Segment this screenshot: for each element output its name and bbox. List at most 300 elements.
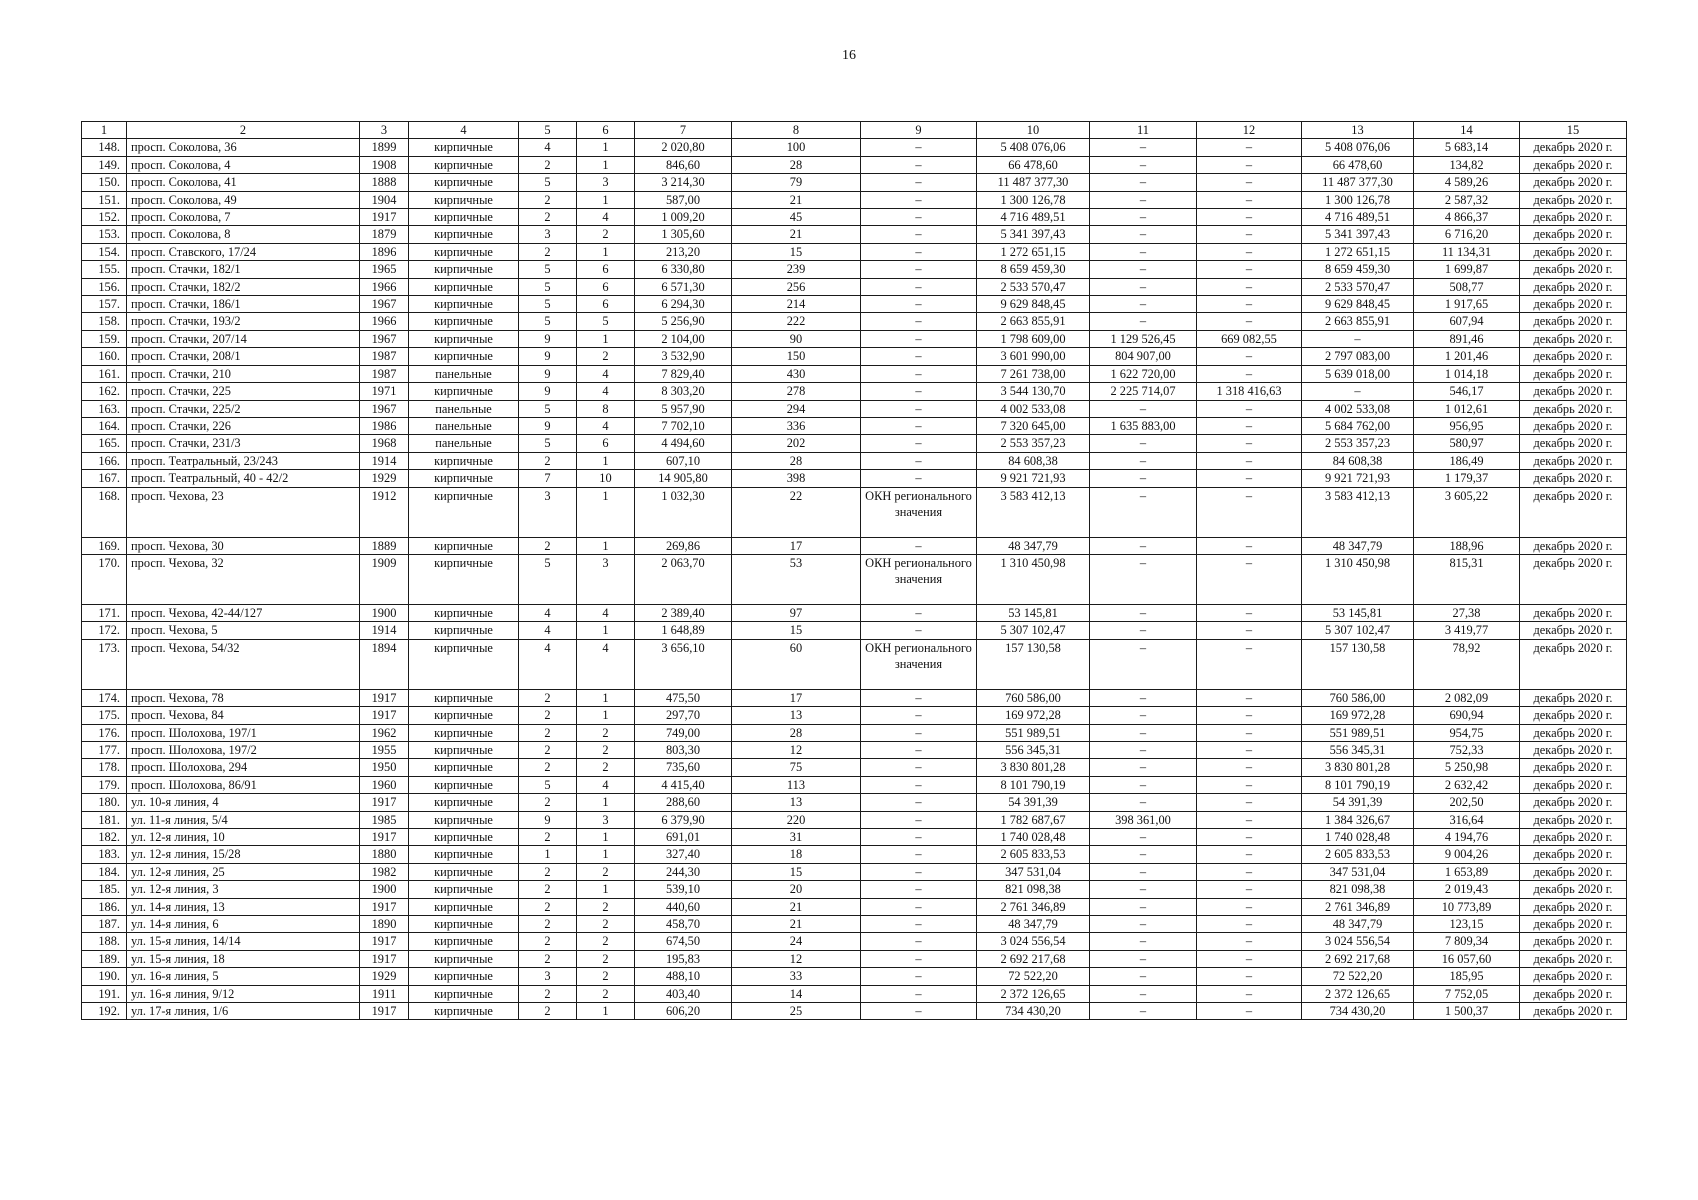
floors-cell: 2 bbox=[519, 1003, 577, 1020]
col-14-value-cell: 123,15 bbox=[1414, 916, 1520, 933]
col-14-value-cell: 1 014,18 bbox=[1414, 365, 1520, 382]
heritage-status-cell: – bbox=[861, 794, 977, 811]
heritage-status-cell: – bbox=[861, 968, 977, 985]
col-11-value-cell: – bbox=[1090, 452, 1197, 469]
floors-cell: 2 bbox=[519, 452, 577, 469]
deadline-cell: декабрь 2020 г. bbox=[1520, 139, 1627, 156]
area-cell: 691,01 bbox=[635, 829, 732, 846]
row-number-cell: 152. bbox=[82, 209, 127, 226]
heritage-status-cell: – bbox=[861, 950, 977, 967]
residents-cell: 21 bbox=[732, 226, 861, 243]
col-13-value-cell: 2 761 346,89 bbox=[1302, 898, 1414, 915]
row-number-cell: 184. bbox=[82, 863, 127, 880]
col-12-value-cell: – bbox=[1197, 933, 1302, 950]
col-11-value-cell: – bbox=[1090, 898, 1197, 915]
heritage-status-cell: – bbox=[861, 1003, 977, 1020]
floors-cell: 2 bbox=[519, 191, 577, 208]
col-13-value-cell: 5 408 076,06 bbox=[1302, 139, 1414, 156]
address-cell: просп. Театральный, 40 - 42/2 bbox=[127, 470, 360, 487]
floors-cell: 2 bbox=[519, 916, 577, 933]
floors-cell: 2 bbox=[519, 829, 577, 846]
area-cell: 1 032,30 bbox=[635, 487, 732, 537]
col-11-value-cell: – bbox=[1090, 470, 1197, 487]
col-14-value-cell: 752,33 bbox=[1414, 741, 1520, 758]
col-12-value-cell: – bbox=[1197, 759, 1302, 776]
col-13-value-cell: 54 391,39 bbox=[1302, 794, 1414, 811]
row-number-cell: 166. bbox=[82, 452, 127, 469]
col-11-value-cell: – bbox=[1090, 243, 1197, 260]
table-row bbox=[82, 741, 1627, 758]
deadline-cell: декабрь 2020 г. bbox=[1520, 400, 1627, 417]
entrances-cell: 4 bbox=[577, 417, 635, 434]
deadline-cell: декабрь 2020 г. bbox=[1520, 881, 1627, 898]
col-11-value-cell: – bbox=[1090, 313, 1197, 330]
col-14-value-cell: 690,94 bbox=[1414, 707, 1520, 724]
col-14-value-cell: 316,64 bbox=[1414, 811, 1520, 828]
deadline-cell: декабрь 2020 г. bbox=[1520, 365, 1627, 382]
heritage-status-cell: – bbox=[861, 863, 977, 880]
row-number-cell: 160. bbox=[82, 348, 127, 365]
total-cost-cell: 1 798 609,00 bbox=[977, 330, 1090, 347]
floors-cell: 3 bbox=[519, 968, 577, 985]
col-11-value-cell: – bbox=[1090, 881, 1197, 898]
wall-material-cell: кирпичные bbox=[409, 863, 519, 880]
entrances-cell: 6 bbox=[577, 435, 635, 452]
col-12-value-cell: – bbox=[1197, 191, 1302, 208]
residents-cell: 24 bbox=[732, 933, 861, 950]
address-cell: просп. Чехова, 42-44/127 bbox=[127, 604, 360, 621]
wall-material-cell: кирпичные bbox=[409, 487, 519, 537]
col-11-value-cell: – bbox=[1090, 639, 1197, 689]
col-13-value-cell: 2 372 126,65 bbox=[1302, 985, 1414, 1002]
row-number-cell: 174. bbox=[82, 689, 127, 706]
col-12-value-cell: – bbox=[1197, 174, 1302, 191]
heritage-status-cell: – bbox=[861, 365, 977, 382]
table-row bbox=[82, 209, 1627, 226]
wall-material-cell: кирпичные bbox=[409, 968, 519, 985]
col-12-value-cell: – bbox=[1197, 707, 1302, 724]
row-number-cell: 164. bbox=[82, 417, 127, 434]
row-number-cell: 185. bbox=[82, 881, 127, 898]
col-13-value-cell: 1 300 126,78 bbox=[1302, 191, 1414, 208]
floors-cell: 4 bbox=[519, 604, 577, 621]
year-built-cell: 1899 bbox=[360, 139, 409, 156]
entrances-cell: 4 bbox=[577, 639, 635, 689]
residents-cell: 12 bbox=[732, 950, 861, 967]
col-13-value-cell: 347 531,04 bbox=[1302, 863, 1414, 880]
entrances-cell: 6 bbox=[577, 296, 635, 313]
col-12-value-cell: – bbox=[1197, 554, 1302, 604]
residents-cell: 13 bbox=[732, 794, 861, 811]
deadline-cell: декабрь 2020 г. bbox=[1520, 348, 1627, 365]
year-built-cell: 1888 bbox=[360, 174, 409, 191]
col-12-value-cell: – bbox=[1197, 243, 1302, 260]
heritage-status-cell: ОКН регионального значения bbox=[861, 487, 977, 537]
table-row bbox=[82, 261, 1627, 278]
col-12-value-cell: – bbox=[1197, 400, 1302, 417]
col-14-value-cell: 2 632,42 bbox=[1414, 776, 1520, 793]
area-cell: 1 009,20 bbox=[635, 209, 732, 226]
year-built-cell: 1987 bbox=[360, 365, 409, 382]
heritage-status-cell: – bbox=[861, 604, 977, 621]
year-built-cell: 1889 bbox=[360, 537, 409, 554]
residents-cell: 45 bbox=[732, 209, 861, 226]
year-built-cell: 1965 bbox=[360, 261, 409, 278]
col-11-value-cell: – bbox=[1090, 794, 1197, 811]
col-11-value-cell: – bbox=[1090, 776, 1197, 793]
wall-material-cell: кирпичные bbox=[409, 707, 519, 724]
col-12-value-cell: – bbox=[1197, 741, 1302, 758]
col-13-value-cell: 821 098,38 bbox=[1302, 881, 1414, 898]
total-cost-cell: 556 345,31 bbox=[977, 741, 1090, 758]
total-cost-cell: 7 261 738,00 bbox=[977, 365, 1090, 382]
area-cell: 2 389,40 bbox=[635, 604, 732, 621]
row-number-cell: 165. bbox=[82, 435, 127, 452]
row-number-cell: 151. bbox=[82, 191, 127, 208]
year-built-cell: 1890 bbox=[360, 916, 409, 933]
col-12-value-cell: – bbox=[1197, 435, 1302, 452]
address-cell: ул. 12-я линия, 25 bbox=[127, 863, 360, 880]
col-11-value-cell: – bbox=[1090, 554, 1197, 604]
col-11-value-cell: – bbox=[1090, 604, 1197, 621]
table-body bbox=[82, 139, 1627, 1020]
col-11-value-cell: – bbox=[1090, 622, 1197, 639]
deadline-cell: декабрь 2020 г. bbox=[1520, 968, 1627, 985]
address-cell: ул. 12-я линия, 3 bbox=[127, 881, 360, 898]
heritage-status-cell: – bbox=[861, 296, 977, 313]
floors-cell: 1 bbox=[519, 846, 577, 863]
total-cost-cell: 8 101 790,19 bbox=[977, 776, 1090, 793]
col-14-value-cell: 185,95 bbox=[1414, 968, 1520, 985]
col-13-value-cell: – bbox=[1302, 330, 1414, 347]
table-row bbox=[82, 435, 1627, 452]
residents-cell: 60 bbox=[732, 639, 861, 689]
col-13-value-cell: 1 310 450,98 bbox=[1302, 554, 1414, 604]
residents-cell: 21 bbox=[732, 191, 861, 208]
total-cost-cell: 53 145,81 bbox=[977, 604, 1090, 621]
row-number-cell: 154. bbox=[82, 243, 127, 260]
residents-cell: 398 bbox=[732, 470, 861, 487]
entrances-cell: 1 bbox=[577, 452, 635, 469]
table-row bbox=[82, 365, 1627, 382]
year-built-cell: 1917 bbox=[360, 933, 409, 950]
deadline-cell: декабрь 2020 г. bbox=[1520, 794, 1627, 811]
row-number-cell: 183. bbox=[82, 846, 127, 863]
table-row bbox=[82, 916, 1627, 933]
area-cell: 2 020,80 bbox=[635, 139, 732, 156]
heritage-status-cell: – bbox=[861, 898, 977, 915]
address-cell: ул. 16-я линия, 9/12 bbox=[127, 985, 360, 1002]
heritage-status-cell: – bbox=[861, 811, 977, 828]
wall-material-cell: кирпичные bbox=[409, 452, 519, 469]
year-built-cell: 1896 bbox=[360, 243, 409, 260]
wall-material-cell: кирпичные bbox=[409, 776, 519, 793]
total-cost-cell: 5 307 102,47 bbox=[977, 622, 1090, 639]
address-cell: просп. Соколова, 7 bbox=[127, 209, 360, 226]
col-11-value-cell: – bbox=[1090, 209, 1197, 226]
heritage-status-cell: – bbox=[861, 776, 977, 793]
table-row bbox=[82, 933, 1627, 950]
floors-cell: 5 bbox=[519, 174, 577, 191]
col-11-value-cell: 1 622 720,00 bbox=[1090, 365, 1197, 382]
year-built-cell: 1917 bbox=[360, 1003, 409, 1020]
residents-cell: 21 bbox=[732, 916, 861, 933]
col-13-value-cell: 48 347,79 bbox=[1302, 537, 1414, 554]
heritage-status-cell: – bbox=[861, 829, 977, 846]
table-row bbox=[82, 174, 1627, 191]
heritage-status-cell: – bbox=[861, 724, 977, 741]
deadline-cell: декабрь 2020 г. bbox=[1520, 243, 1627, 260]
table-row bbox=[82, 156, 1627, 173]
residents-cell: 28 bbox=[732, 724, 861, 741]
row-number-cell: 186. bbox=[82, 898, 127, 915]
col-14-value-cell: 27,38 bbox=[1414, 604, 1520, 621]
heritage-status-cell: – bbox=[861, 916, 977, 933]
col-14-value-cell: 3 605,22 bbox=[1414, 487, 1520, 537]
total-cost-cell: 2 605 833,53 bbox=[977, 846, 1090, 863]
residents-cell: 256 bbox=[732, 278, 861, 295]
col-14-value-cell: 2 082,09 bbox=[1414, 689, 1520, 706]
entrances-cell: 1 bbox=[577, 487, 635, 537]
deadline-cell: декабрь 2020 г. bbox=[1520, 537, 1627, 554]
col-14-value-cell: 7 752,05 bbox=[1414, 985, 1520, 1002]
deadline-cell: декабрь 2020 г. bbox=[1520, 278, 1627, 295]
address-cell: ул. 10-я линия, 4 bbox=[127, 794, 360, 811]
col-13-value-cell: 2 797 083,00 bbox=[1302, 348, 1414, 365]
address-cell: ул. 14-я линия, 13 bbox=[127, 898, 360, 915]
total-cost-cell: 3 583 412,13 bbox=[977, 487, 1090, 537]
year-built-cell: 1955 bbox=[360, 741, 409, 758]
entrances-cell: 1 bbox=[577, 1003, 635, 1020]
wall-material-cell: кирпичные bbox=[409, 846, 519, 863]
column-number-10: 10 bbox=[977, 122, 1090, 139]
wall-material-cell: кирпичные bbox=[409, 383, 519, 400]
address-cell: ул. 12-я линия, 15/28 bbox=[127, 846, 360, 863]
table-row bbox=[82, 863, 1627, 880]
address-cell: просп. Стачки, 182/2 bbox=[127, 278, 360, 295]
row-number-cell: 173. bbox=[82, 639, 127, 689]
address-cell: просп. Чехова, 23 bbox=[127, 487, 360, 537]
col-11-value-cell: – bbox=[1090, 950, 1197, 967]
col-13-value-cell: 169 972,28 bbox=[1302, 707, 1414, 724]
col-12-value-cell: – bbox=[1197, 724, 1302, 741]
floors-cell: 2 bbox=[519, 863, 577, 880]
row-number-cell: 158. bbox=[82, 313, 127, 330]
col-13-value-cell: 8 659 459,30 bbox=[1302, 261, 1414, 278]
residents-cell: 220 bbox=[732, 811, 861, 828]
year-built-cell: 1971 bbox=[360, 383, 409, 400]
area-cell: 4 494,60 bbox=[635, 435, 732, 452]
wall-material-cell: кирпичные bbox=[409, 829, 519, 846]
year-built-cell: 1985 bbox=[360, 811, 409, 828]
table-row bbox=[82, 296, 1627, 313]
col-11-value-cell: 804 907,00 bbox=[1090, 348, 1197, 365]
area-cell: 3 214,30 bbox=[635, 174, 732, 191]
heritage-status-cell: – bbox=[861, 537, 977, 554]
area-cell: 327,40 bbox=[635, 846, 732, 863]
wall-material-cell: кирпичные bbox=[409, 794, 519, 811]
floors-cell: 2 bbox=[519, 243, 577, 260]
wall-material-cell: кирпичные bbox=[409, 191, 519, 208]
col-14-value-cell: 891,46 bbox=[1414, 330, 1520, 347]
col-13-value-cell: 84 608,38 bbox=[1302, 452, 1414, 469]
area-cell: 8 303,20 bbox=[635, 383, 732, 400]
wall-material-cell: кирпичные bbox=[409, 622, 519, 639]
entrances-cell: 1 bbox=[577, 829, 635, 846]
year-built-cell: 1917 bbox=[360, 950, 409, 967]
wall-material-cell: кирпичные bbox=[409, 226, 519, 243]
entrances-cell: 1 bbox=[577, 156, 635, 173]
heritage-status-cell: – bbox=[861, 417, 977, 434]
year-built-cell: 1914 bbox=[360, 622, 409, 639]
row-number-cell: 175. bbox=[82, 707, 127, 724]
floors-cell: 5 bbox=[519, 296, 577, 313]
year-built-cell: 1879 bbox=[360, 226, 409, 243]
heritage-status-cell: – bbox=[861, 435, 977, 452]
col-14-value-cell: 954,75 bbox=[1414, 724, 1520, 741]
address-cell: просп. Театральный, 23/243 bbox=[127, 452, 360, 469]
wall-material-cell: панельные bbox=[409, 417, 519, 434]
table-row bbox=[82, 383, 1627, 400]
col-13-value-cell: 1 740 028,48 bbox=[1302, 829, 1414, 846]
wall-material-cell: кирпичные bbox=[409, 724, 519, 741]
year-built-cell: 1914 bbox=[360, 452, 409, 469]
entrances-cell: 1 bbox=[577, 139, 635, 156]
heritage-status-cell: – bbox=[861, 985, 977, 1002]
residents-cell: 90 bbox=[732, 330, 861, 347]
floors-cell: 2 bbox=[519, 707, 577, 724]
row-number-cell: 163. bbox=[82, 400, 127, 417]
total-cost-cell: 1 272 651,15 bbox=[977, 243, 1090, 260]
floors-cell: 5 bbox=[519, 261, 577, 278]
col-11-value-cell: – bbox=[1090, 933, 1197, 950]
col-12-value-cell: – bbox=[1197, 139, 1302, 156]
wall-material-cell: кирпичные bbox=[409, 537, 519, 554]
floors-cell: 5 bbox=[519, 554, 577, 604]
col-14-value-cell: 7 809,34 bbox=[1414, 933, 1520, 950]
table-row bbox=[82, 417, 1627, 434]
col-14-value-cell: 9 004,26 bbox=[1414, 846, 1520, 863]
entrances-cell: 1 bbox=[577, 881, 635, 898]
wall-material-cell: кирпичные bbox=[409, 261, 519, 278]
table-row bbox=[82, 537, 1627, 554]
address-cell: просп. Стачки, 208/1 bbox=[127, 348, 360, 365]
heritage-status-cell: – bbox=[861, 622, 977, 639]
entrances-cell: 1 bbox=[577, 191, 635, 208]
col-12-value-cell: – bbox=[1197, 898, 1302, 915]
total-cost-cell: 3 544 130,70 bbox=[977, 383, 1090, 400]
floors-cell: 2 bbox=[519, 759, 577, 776]
wall-material-cell: кирпичные bbox=[409, 348, 519, 365]
col-12-value-cell: – bbox=[1197, 348, 1302, 365]
year-built-cell: 1900 bbox=[360, 881, 409, 898]
col-14-value-cell: 186,49 bbox=[1414, 452, 1520, 469]
deadline-cell: декабрь 2020 г. bbox=[1520, 487, 1627, 537]
entrances-cell: 1 bbox=[577, 707, 635, 724]
table-row bbox=[82, 794, 1627, 811]
col-12-value-cell: – bbox=[1197, 452, 1302, 469]
col-11-value-cell: – bbox=[1090, 278, 1197, 295]
area-cell: 6 294,30 bbox=[635, 296, 732, 313]
row-number-cell: 157. bbox=[82, 296, 127, 313]
area-cell: 1 648,89 bbox=[635, 622, 732, 639]
address-cell: просп. Шолохова, 294 bbox=[127, 759, 360, 776]
col-11-value-cell: 2 225 714,07 bbox=[1090, 383, 1197, 400]
col-14-value-cell: 546,17 bbox=[1414, 383, 1520, 400]
year-built-cell: 1894 bbox=[360, 639, 409, 689]
year-built-cell: 1909 bbox=[360, 554, 409, 604]
entrances-cell: 5 bbox=[577, 313, 635, 330]
area-cell: 6 330,80 bbox=[635, 261, 732, 278]
row-number-cell: 153. bbox=[82, 226, 127, 243]
col-11-value-cell: – bbox=[1090, 846, 1197, 863]
col-14-value-cell: 1 201,46 bbox=[1414, 348, 1520, 365]
address-cell: просп. Чехова, 54/32 bbox=[127, 639, 360, 689]
entrances-cell: 2 bbox=[577, 348, 635, 365]
col-14-value-cell: 1 653,89 bbox=[1414, 863, 1520, 880]
col-13-value-cell: 2 553 357,23 bbox=[1302, 435, 1414, 452]
total-cost-cell: 1 740 028,48 bbox=[977, 829, 1090, 846]
year-built-cell: 1967 bbox=[360, 400, 409, 417]
residents-cell: 278 bbox=[732, 383, 861, 400]
col-12-value-cell: – bbox=[1197, 537, 1302, 554]
col-11-value-cell: – bbox=[1090, 759, 1197, 776]
area-cell: 488,10 bbox=[635, 968, 732, 985]
entrances-cell: 1 bbox=[577, 243, 635, 260]
table-row bbox=[82, 759, 1627, 776]
area-cell: 244,30 bbox=[635, 863, 732, 880]
col-13-value-cell: 9 921 721,93 bbox=[1302, 470, 1414, 487]
year-built-cell: 1966 bbox=[360, 278, 409, 295]
row-number-cell: 176. bbox=[82, 724, 127, 741]
col-13-value-cell: 1 384 326,67 bbox=[1302, 811, 1414, 828]
year-built-cell: 1908 bbox=[360, 156, 409, 173]
col-11-value-cell: – bbox=[1090, 191, 1197, 208]
area-cell: 607,10 bbox=[635, 452, 732, 469]
col-12-value-cell: – bbox=[1197, 261, 1302, 278]
col-13-value-cell: 2 663 855,91 bbox=[1302, 313, 1414, 330]
entrances-cell: 6 bbox=[577, 261, 635, 278]
col-11-value-cell: – bbox=[1090, 487, 1197, 537]
year-built-cell: 1950 bbox=[360, 759, 409, 776]
row-number-cell: 180. bbox=[82, 794, 127, 811]
wall-material-cell: кирпичные bbox=[409, 881, 519, 898]
col-12-value-cell: – bbox=[1197, 985, 1302, 1002]
heritage-status-cell: – bbox=[861, 452, 977, 469]
table-row bbox=[82, 278, 1627, 295]
floors-cell: 2 bbox=[519, 985, 577, 1002]
deadline-cell: декабрь 2020 г. bbox=[1520, 313, 1627, 330]
deadline-cell: декабрь 2020 г. bbox=[1520, 452, 1627, 469]
col-13-value-cell: 5 639 018,00 bbox=[1302, 365, 1414, 382]
floors-cell: 9 bbox=[519, 811, 577, 828]
area-cell: 735,60 bbox=[635, 759, 732, 776]
row-number-cell: 149. bbox=[82, 156, 127, 173]
address-cell: ул. 16-я линия, 5 bbox=[127, 968, 360, 985]
residents-cell: 12 bbox=[732, 741, 861, 758]
heritage-status-cell: – bbox=[861, 226, 977, 243]
heritage-status-cell: – bbox=[861, 846, 977, 863]
floors-cell: 3 bbox=[519, 487, 577, 537]
address-cell: просп. Соколова, 4 bbox=[127, 156, 360, 173]
deadline-cell: декабрь 2020 г. bbox=[1520, 707, 1627, 724]
heritage-status-cell: ОКН регионального значения bbox=[861, 639, 977, 689]
heritage-status-cell: – bbox=[861, 400, 977, 417]
col-11-value-cell: – bbox=[1090, 724, 1197, 741]
entrances-cell: 2 bbox=[577, 933, 635, 950]
area-cell: 5 957,90 bbox=[635, 400, 732, 417]
table-row bbox=[82, 689, 1627, 706]
